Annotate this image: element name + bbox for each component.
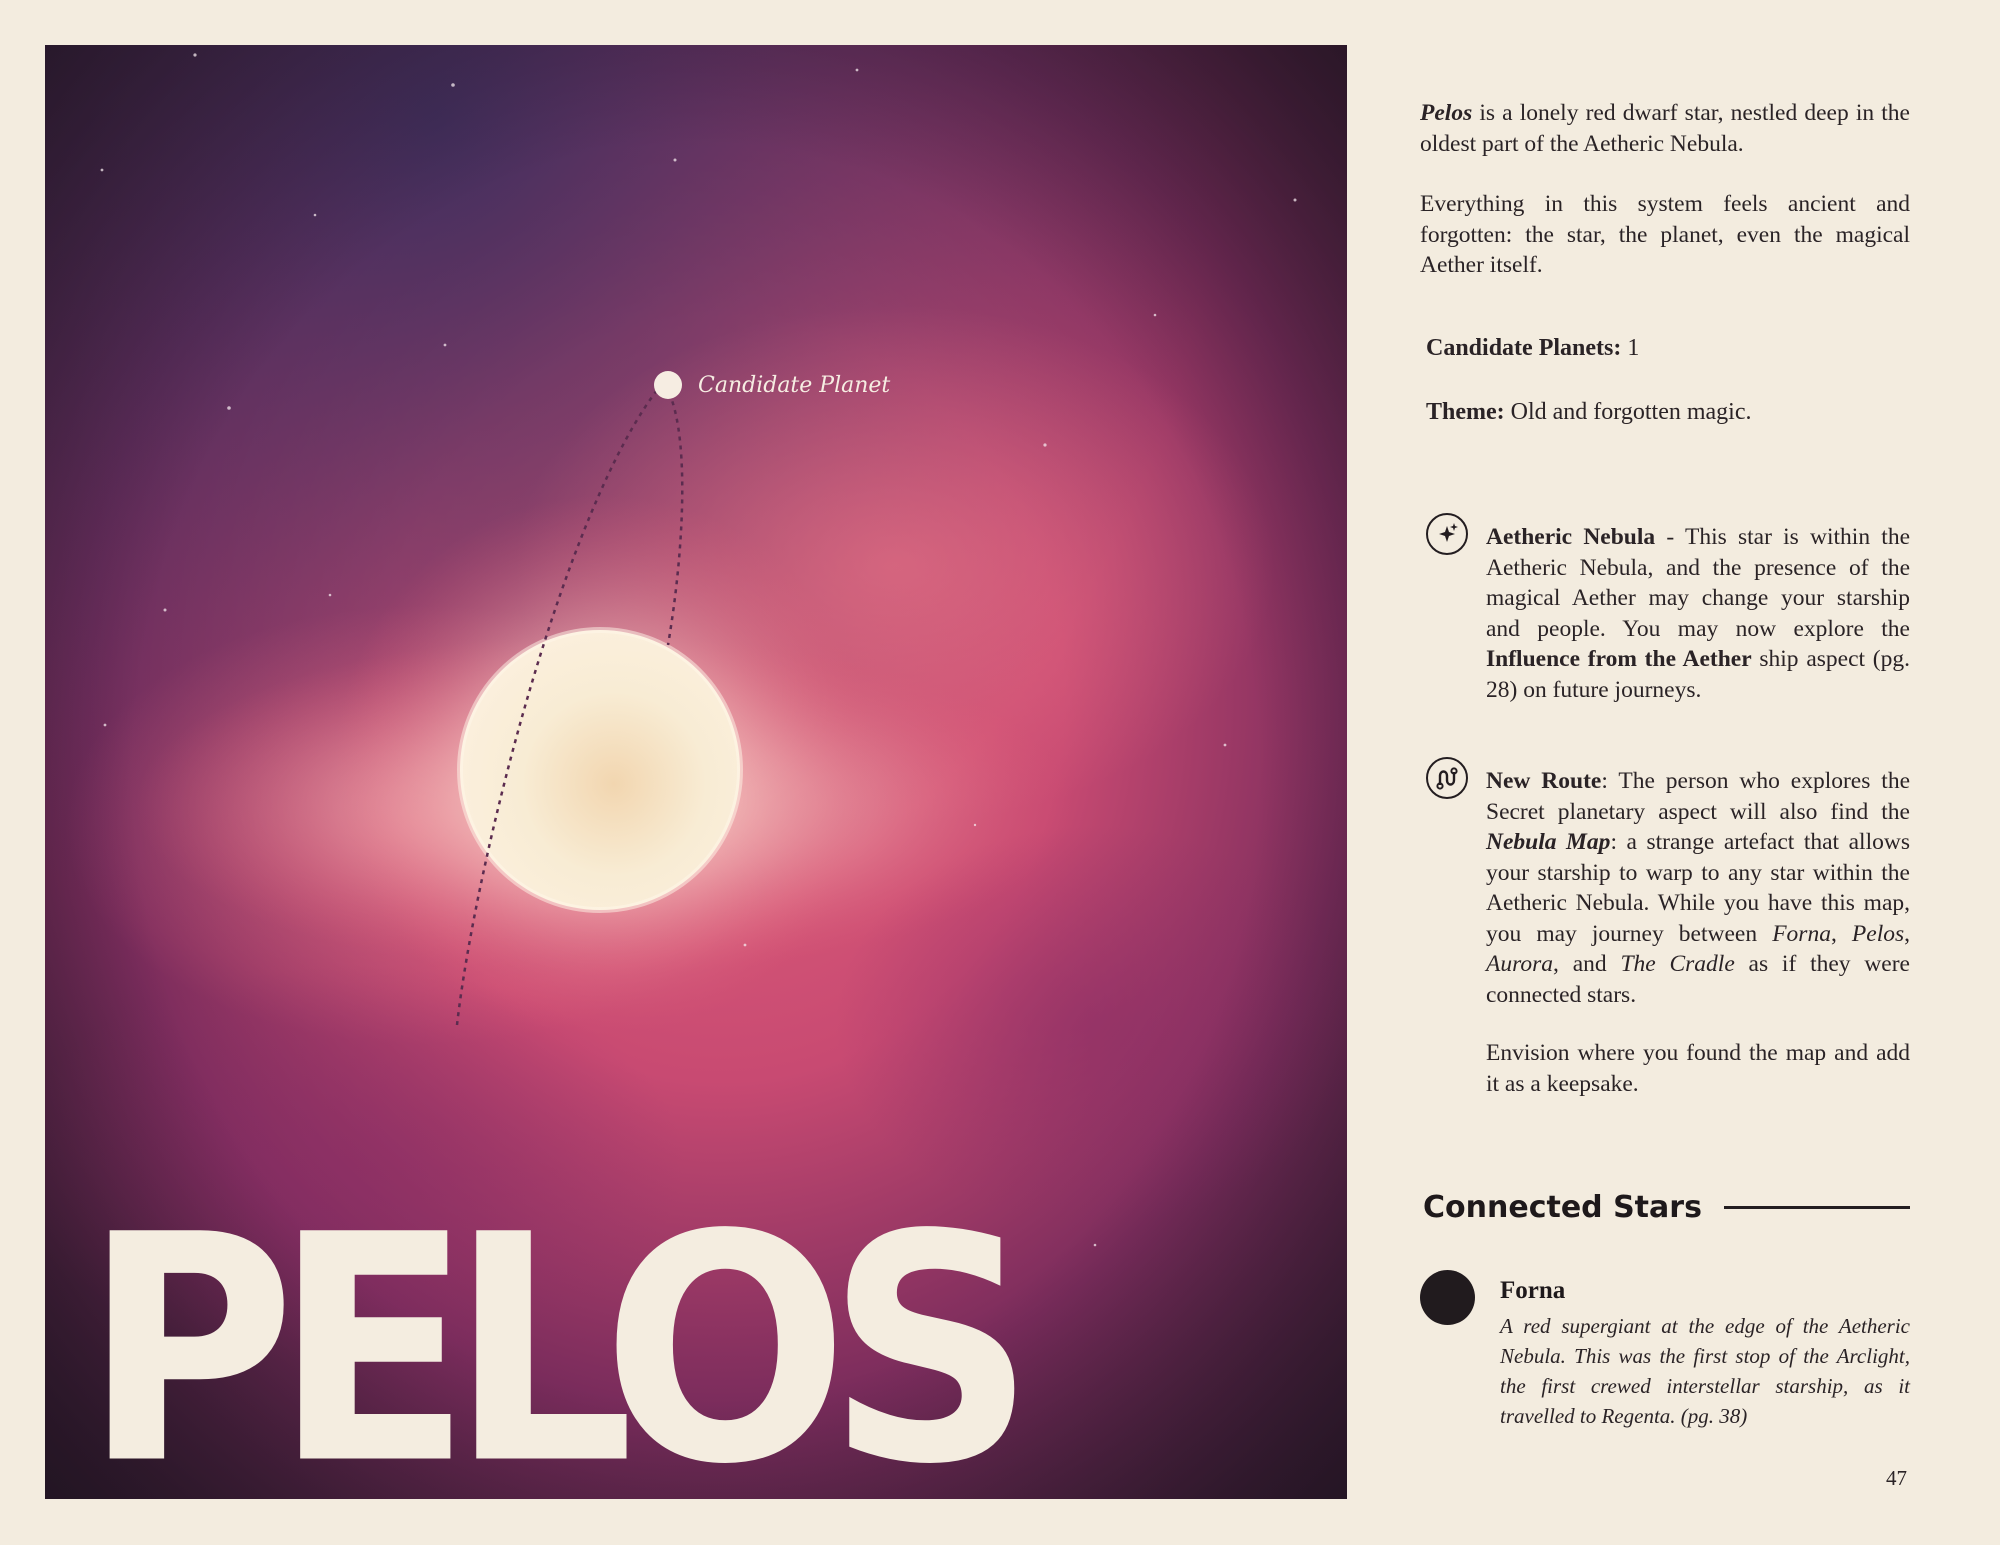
intro-paragraph-1 xyxy=(1420,98,1910,159)
connected-stars-heading: Connected Stars xyxy=(1423,1190,1702,1225)
star-dot-icon xyxy=(1422,1272,1473,1323)
route-icon xyxy=(1426,757,1468,799)
nebula-illustration xyxy=(45,45,1347,1499)
new-route-feature xyxy=(1486,766,1910,1010)
candidate-planets-line xyxy=(1426,335,1639,362)
nebula-map-name: Nebula Map xyxy=(1486,829,1611,855)
star-title: PELOS xyxy=(83,1169,1014,1499)
connected-star-name: Forna xyxy=(1500,1277,1566,1304)
new-route-text-2: : a strange artefact that allows your starship to warp to any star within the Aetheric Nebula. While you have this map, you may journey between xyxy=(1486,829,1910,947)
theme-line xyxy=(1426,399,1752,426)
aetheric-nebula-text-end: ship aspect (pg. 28) on future journeys. xyxy=(1486,646,1910,703)
new-route-text: : The person who explores the Secret planetary aspect will also find the xyxy=(1486,768,1910,825)
aetheric-nebula-text: - This star is within the Aetheric Nebula, and the presence of the magical Aether may change your starship and people. You may now explore the xyxy=(1486,524,1910,642)
new-route-text-end: as if they were connected stars. xyxy=(1486,951,1910,1008)
separator: , xyxy=(1904,920,1911,947)
separator: , xyxy=(1830,920,1852,947)
page-number: 47 xyxy=(1886,1466,1907,1490)
sparkle-icon xyxy=(1426,513,1468,555)
candidate-planet-label: Candidate Planet xyxy=(698,373,891,398)
new-route-title: New Route xyxy=(1486,768,1602,794)
star-name-aurora: Aurora xyxy=(1486,951,1554,977)
candidate-planets-value: 1 xyxy=(1621,335,1640,361)
intro-paragraph-1-text: is a lonely red dwarf star, nestled deep in the oldest part of the Aetheric Nebula. xyxy=(1420,100,1910,157)
candidate-planets-label: Candidate Planets: xyxy=(1426,335,1622,361)
connected-star-description: A red supergiant at the edge of the Aetheric Nebula. This was the first stop of the Arclight, the first crewed interstellar starship, as it travelled to Regenta. (pg. 38) xyxy=(1500,1314,1910,1428)
section-rule xyxy=(1724,1206,1910,1209)
theme-value: Old and forgotten magic. xyxy=(1504,399,1752,425)
aetheric-nebula-title: Aetheric Nebula xyxy=(1486,524,1656,550)
intro-star-name: Pelos xyxy=(1420,100,1473,126)
new-route-paragraph-2: Envision where you found the map and add it as a keepsake. xyxy=(1486,1040,1910,1097)
theme-label: Theme: xyxy=(1426,399,1505,425)
star-name-forna: Forna xyxy=(1772,920,1831,947)
candidate-planet-marker xyxy=(654,371,682,399)
star-name-the-cradle: The Cradle xyxy=(1620,951,1735,977)
aetheric-nebula-feature xyxy=(1486,522,1910,705)
connected-stars-header xyxy=(1423,1190,1910,1225)
influence-aspect-name: Influence from the Aether xyxy=(1486,646,1752,672)
separator: , and xyxy=(1553,951,1621,977)
star-name-pelos: Pelos xyxy=(1851,920,1905,947)
intro-paragraph-2: Everything in this system feels ancient and forgotten: the star, the planet, even the magical Aether itself. xyxy=(1420,191,1910,278)
